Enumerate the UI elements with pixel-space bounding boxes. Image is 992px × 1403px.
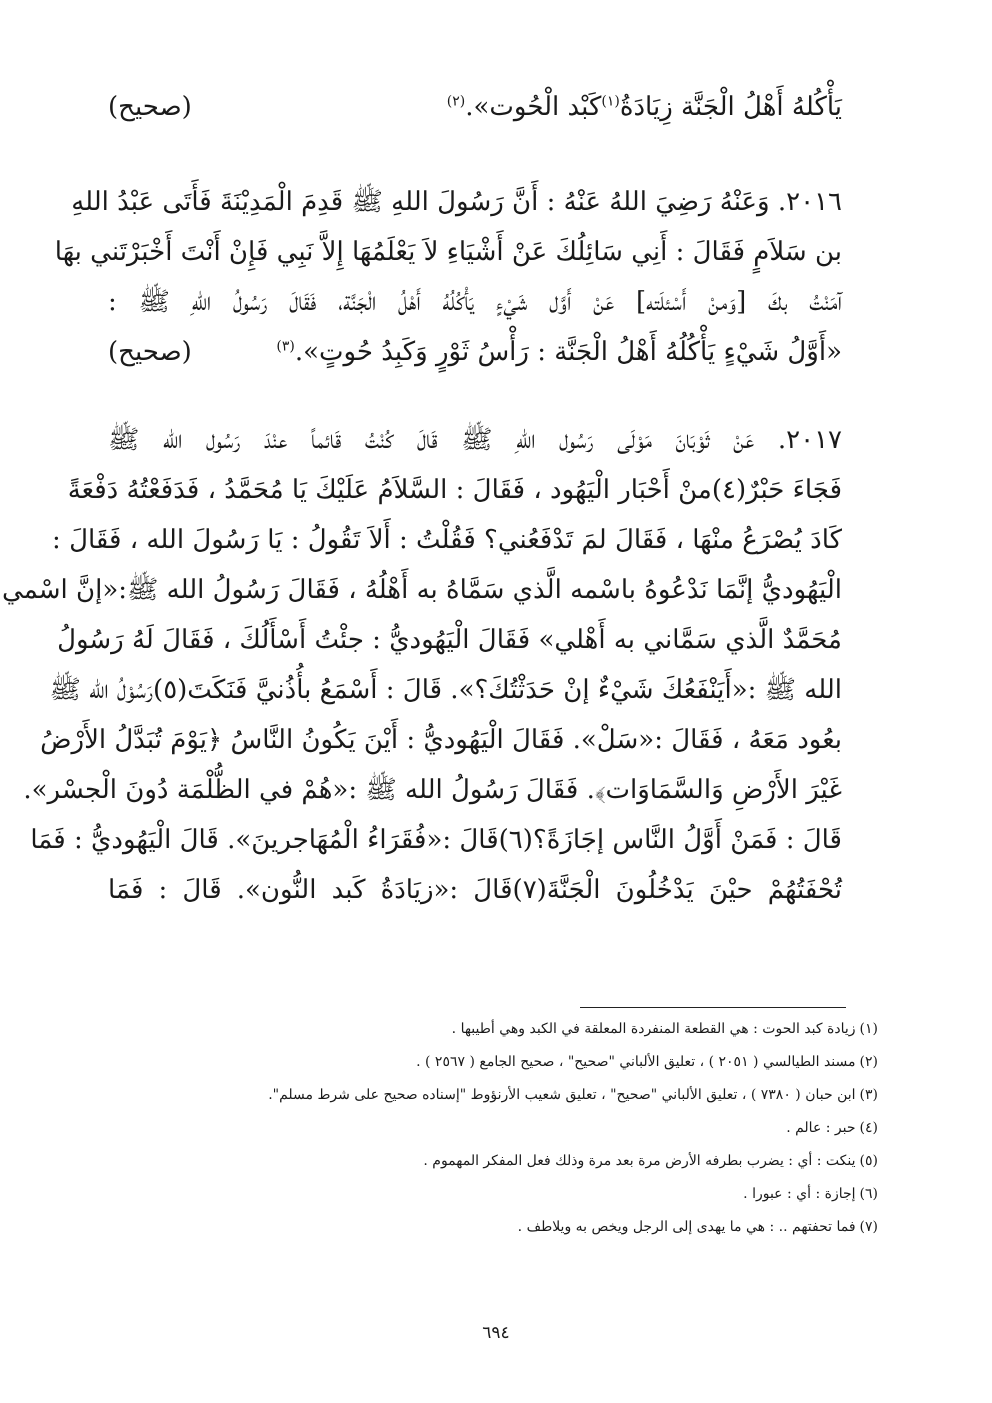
footnote-text: حبر : عالم .	[786, 1120, 856, 1136]
footnote-text: إجازة : أي : عبورا .	[743, 1186, 856, 1202]
footnote-item	[150, 1145, 878, 1178]
footnote-text: ينكت : أي : يضرب بطرفه الأرض مرة بعد مرة وذلك فعل المفكر المهموم .	[423, 1153, 856, 1169]
footnote-item	[150, 1211, 878, 1244]
hadith-2016	[54, 177, 842, 377]
hadith-line: ٢٠١٧. عَنْ ثَوْبَانَ مَوْلَى رَسُول اللهِ ﷺ قَالَ كُنْتُ قَائماً عنْدَ رَسُول الله ﷺ	[108, 425, 842, 455]
footnote-text: فما تحفتهم .. : هي ما يهدى إلى الرجل ويخص به ويلاطف .	[517, 1219, 856, 1235]
page-number: ٦٩٤	[482, 1323, 510, 1343]
footnote-item	[150, 1046, 878, 1079]
footnote-ref: (٣)	[276, 338, 295, 355]
footnotes	[150, 1013, 878, 1244]
hadith-line: ٢٠١٦. وَعَنْهُ رَضِيَ اللهُ عَنْهُ : أَنَّ رَسُولَ اللهِ ﷺ قَدِمَ الْمَدِيْنَةَ فَأَتَى عَبْدُ اللهِ	[71, 187, 842, 217]
footnote-number: (٣)	[859, 1087, 878, 1103]
hadith-line: قَالَ : فَمَنْ أَوَّلُ النَّاس إجَازَةً؟(٦)قَالَ :«فُقَرَاءُ الْمُهَاجرينَ». قَالَ الْيَهُوديُّ : فَمَا	[30, 825, 842, 855]
hadith-last-text: «أَوَّلُ شَيْءٍ يَأْكُلُهُ أَهْلُ الْجَنَّة : رَأْسُ ثَوْرٍ وَكَبِدُ حُوتٍ».$^{(٣)}$	[276, 337, 842, 367]
hadith-line: بن سَلاَمٍ فَقَالَ : أَنِي سَائِلُكَ عَنْ أَشْيَاءِ لاَ يَعْلَمُهَا إِلاَّ نَبِي فَإِنْ أَنْتَ أَخْبَرْتَني بهَا	[54, 237, 842, 267]
hadith-line: الْيَهُوديُّ إنَّمَا نَدْعُوهُ باسْمه الَّذي سَمَّاهُ به أَهْلُهُ ، فَقَالَ رَسُولُ الله ﷺ:«إنَّ اسْمي	[2, 575, 842, 605]
footnote-ref: (١)	[601, 93, 620, 110]
hadith-line: مُحَمَّدٌ الَّذي سَمَّاني به أَهْلي» فَقَالَ الْيَهُوديُّ : جئْتُ أَسْأَلُكَ ، فَقَالَ لَهُ رَسُولُ	[57, 625, 842, 655]
hadith-last-line	[108, 327, 842, 377]
footnote-text: زيادة كبد الحوت : هي القطعة المنفردة المعلقة في الكبد وهي أطيبها .	[451, 1021, 856, 1037]
footnote-item	[150, 1178, 878, 1211]
footnote-divider	[580, 1007, 846, 1008]
hadith-line: كَادَ يُصْرَعُ منْهَا ، فَقَالَ لمَ تَدْفَعُني؟ فَقُلْتُ : أَلاَ تَقُولُ : يَا رَسُولَ الله ، فَقَالَ :	[52, 525, 842, 555]
footnote-number: (٤)	[859, 1120, 878, 1136]
top-entry-line	[108, 82, 842, 132]
footnote-number: (١)	[859, 1021, 878, 1037]
hadith-line: فَجَاءَ حَبْرٌ(٤)منْ أَحْبَار الْيَهُود ، فَقَالَ : السَّلاَمُ عَلَيْكَ يَا مُحَمَّدُ ، فَدَفَعْتُهُ دَفْعَةً	[67, 475, 842, 505]
top-entry	[108, 82, 842, 132]
footnote-item	[150, 1112, 878, 1145]
hadith-line: الله ﷺ :«أَيَنْفَعُكَ شَيْءٌ إنْ حَدَثْتُكَ؟». قَالَ : أَسْمَعُ بأُذُنيَّ فَنَكَتَ(٥)رَسُوْلُ الله ﷺ	[49, 675, 842, 705]
footnote-number: (٥)	[859, 1153, 878, 1169]
hadith-line: بعُود مَعَهُ ، فَقَالَ :«سَلْ». فَقَالَ الْيَهُوديُّ : أَيْنَ يَكُونُ النَّاسُ ﴿يَوْمَ تُبَدَّلُ الأَرْضُ	[40, 725, 842, 755]
hadith-line: غَيْرَ الأَرْضِ وَالسَّمَاوَات﴾. فَقَالَ رَسُولُ الله ﷺ :«هُمْ في الظُّلْمَة دُونَ الْجسْر».	[23, 775, 842, 805]
footnote-text: مسند الطيالسي ( ٢٠٥١ ) ، تعليق الألباني "صحيح" ، صحيح الجامع ( ٢٥٦٧ ) .	[416, 1054, 856, 1070]
footnote-ref: (٢)	[446, 93, 466, 110]
footnote-item	[150, 1079, 878, 1112]
hadith-line: آمَنْتُ بكَ [وَمنْ أَسْئلَته] عَنْ أَوَّل شَيْءٍ يَأْكُلُهُ أَهْلُ الْجَنَّة، فَقَالَ رَسُولُ اللهِ ﷺ :	[108, 287, 842, 317]
grade-label: ( صحيح )	[108, 82, 192, 132]
hadith-2017	[2, 415, 843, 915]
footnote-item	[150, 1013, 878, 1046]
grade-label: ( صحيح )	[108, 327, 192, 377]
footnote-number: (٧)	[859, 1219, 878, 1235]
footnote-number: (٢)	[859, 1054, 878, 1070]
footnote-number: (٦)	[859, 1186, 878, 1202]
hadith-line: تُحْفَتُهُمْ حيْنَ يَدْخُلُونَ الْجَنَّةَ(٧)قَالَ :«زيَادَةُ كَبد النُّون». قَالَ : فَمَا	[108, 875, 843, 905]
top-entry-text: يَأْكُلهُ أَهْلُ الْجَنَّة زِيَادَةُ$^{(١)}$كَبْد الْحُوت».$^{(٢)}$	[446, 92, 842, 122]
footnote-text: ابن حبان ( ٧٣٨٠ ) ، تعليق الألباني "صحيح" ، تعليق شعيب الأرنؤوط "إسناده صحيح على شرط مسلم".	[268, 1087, 856, 1103]
